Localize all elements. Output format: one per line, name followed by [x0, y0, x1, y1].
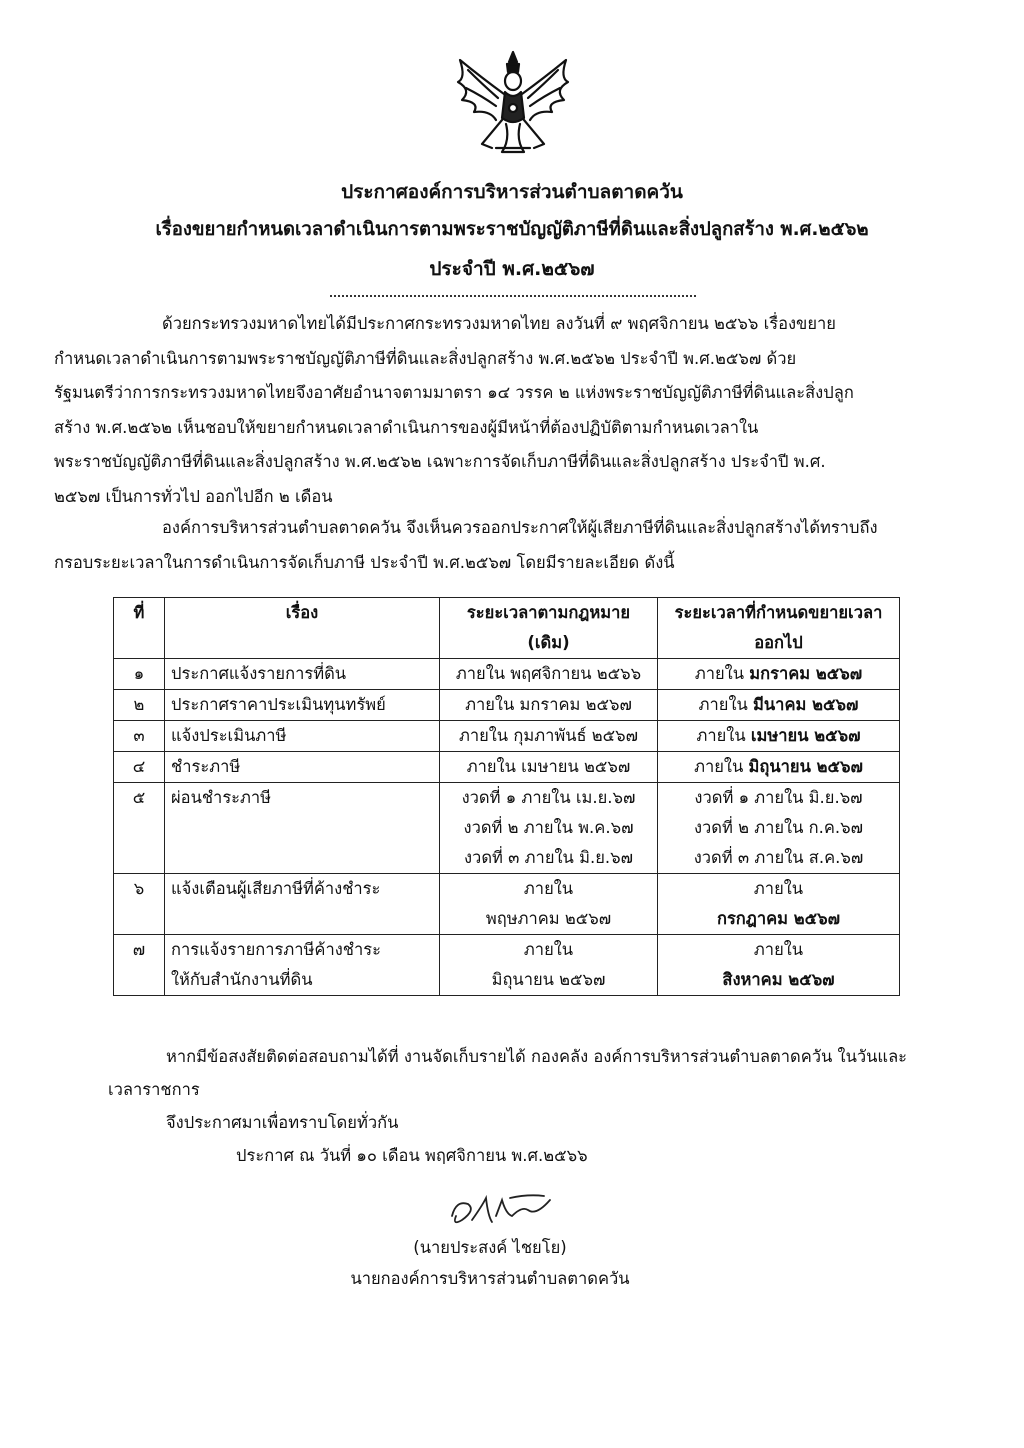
schedule-table	[113, 597, 900, 996]
row-new-period	[658, 721, 900, 752]
row-no: ๕	[114, 783, 165, 874]
installment-line: งวดที่ ๓ ภายใน ส.ค.๖๗	[693, 848, 864, 867]
new-prefix: ภายใน	[696, 726, 751, 745]
announcement-title: ประกาศองค์การบริหารส่วนตำบลตาดควัน	[341, 181, 683, 203]
row-new-period	[658, 752, 900, 783]
new-date: มกราคม ๒๕๖๗	[749, 664, 863, 683]
table-row	[114, 783, 900, 874]
signature-icon	[432, 1186, 572, 1230]
row-new-period	[658, 690, 900, 721]
row-topic	[165, 935, 440, 996]
paragraph-background	[54, 307, 936, 515]
topic-line: การแจ้งรายการภาษีค้างชำระ	[171, 940, 381, 959]
new-prefix: ภายใน	[698, 695, 754, 714]
row-topic: ผ่อนชำระภาษี	[165, 783, 440, 874]
closing-contact: หากมีข้อสงสัยติดต่อสอบถามได้ที่ งานจัดเก็บรายได้ กองคลัง องค์การบริหารส่วนตำบลตาดควัน ในวันและ	[166, 1047, 908, 1066]
row-no: ๖	[114, 874, 165, 935]
row-topic: แจ้งประเมินภาษี	[165, 721, 440, 752]
row-new-period	[658, 783, 900, 874]
garuda-emblem-icon	[452, 48, 574, 158]
row-old-period	[440, 783, 658, 874]
row-no: ๓	[114, 721, 165, 752]
installment-line: งวดที่ ๑ ภายใน มิ.ย.๖๗	[694, 788, 863, 807]
row-old-period: ภายใน เมษายน ๒๕๖๗	[440, 752, 658, 783]
row-new-period	[658, 874, 900, 935]
row-no: ๗	[114, 935, 165, 996]
row-no: ๑	[114, 659, 165, 690]
paragraph-line: องค์การบริหารส่วนตำบลตาดควัน จึงเห็นควรออกประกาศให้ผู้เสียภาษีที่ดินและสิ่งปลูกสร้างได้ทราบถึง	[162, 518, 878, 537]
new-date: มีนาคม ๒๕๖๗	[753, 695, 859, 714]
paragraph-line: ๒๕๖๗ เป็นการทั่วไป ออกไปอีก ๒ เดือน	[54, 486, 333, 506]
table-row	[114, 752, 900, 783]
row-old-period	[440, 935, 658, 996]
row-topic: ประกาศราคาประเมินทุนทรัพย์	[165, 690, 440, 721]
table-row	[114, 659, 900, 690]
table-row	[114, 721, 900, 752]
paragraph-line: พระราชบัญญัติภาษีที่ดินและสิ่งปลูกสร้าง พ.ศ.๒๕๖๒ เฉพาะการจัดเก็บภาษีที่ดินและสิ่งปลูกสร้าง ประจำปี พ.ศ.	[54, 452, 826, 472]
closing-notice: จึงประกาศมาเพื่อทราบโดยทั่วกัน	[166, 1113, 399, 1132]
paragraph-announcement	[54, 511, 936, 580]
period-line: สิงหาคม ๒๕๖๗	[722, 970, 835, 989]
header-new-period	[658, 598, 900, 659]
period-line: ภายใน	[523, 879, 574, 898]
installment-line: งวดที่ ๑ ภายใน เม.ย.๖๗	[461, 788, 636, 807]
header-topic: เรื่อง	[165, 598, 440, 659]
row-old-period: ภายใน มกราคม ๒๕๖๗	[440, 690, 658, 721]
paragraph-line: ด้วยกระทรวงมหาดไทยได้มีประกาศกระทรวงมหาดไทย ลงวันที่ ๙ พฤศจิกายน ๒๕๖๖ เรื่องขยาย	[162, 314, 836, 333]
topic-line: ให้กับสำนักงานที่ดิน	[171, 970, 313, 989]
title-divider	[330, 295, 696, 297]
row-old-period	[440, 874, 658, 935]
new-date: มิถุนายน ๒๕๖๗	[748, 757, 863, 776]
table-row	[114, 690, 900, 721]
row-no: ๔	[114, 752, 165, 783]
period-line: กรกฎาคม ๒๕๖๗	[716, 909, 841, 928]
new-prefix: ภายใน	[694, 757, 749, 776]
signatory-position: นายกองค์การบริหารส่วนตำบลตาดควัน	[350, 1269, 630, 1288]
installment-line: งวดที่ ๓ ภายใน มิ.ย.๖๗	[464, 848, 633, 867]
header-new-line1: ระยะเวลาที่กำหนดขยายเวลา	[674, 603, 883, 622]
header-no: ที่	[114, 598, 165, 659]
row-new-period	[658, 935, 900, 996]
header-old-line2: (เดิม)	[527, 633, 570, 652]
paragraph-line: สร้าง พ.ศ.๒๕๖๒ เห็นชอบให้ขยายกำหนดเวลาดำเนินการของผู้มีหน้าที่ต้องปฏิบัติตามกำหนดเวลาใน	[54, 417, 759, 437]
period-line: ภายใน	[753, 940, 804, 959]
table-row	[114, 874, 900, 935]
row-old-period: ภายใน กุมภาพันธ์ ๒๕๖๗	[440, 721, 658, 752]
new-prefix: ภายใน	[694, 664, 750, 683]
header-old-line1: ระยะเวลาตามกฎหมาย	[466, 603, 631, 622]
table-row	[114, 935, 900, 996]
period-line: ภายใน	[523, 940, 574, 959]
closing-contact-cont: เวลาราชการ	[108, 1080, 200, 1099]
paragraph-line: รัฐมนตรีว่าการกระทรวงมหาดไทยจึงอาศัยอำนาจตามมาตรา ๑๔ วรรค ๒ แห่งพระราชบัญญัติภาษีที่ดินและสิ่งปลูก	[54, 383, 854, 403]
new-date: เมษายน ๒๕๖๗	[750, 726, 861, 745]
period-line: พฤษภาคม ๒๕๖๗	[485, 909, 612, 928]
table-header-row	[114, 598, 900, 659]
announcement-subject: เรื่องขยายกำหนดเวลาดำเนินการตามพระราชบัญญัติภาษีที่ดินและสิ่งปลูกสร้าง พ.ศ.๒๕๖๒	[155, 219, 869, 240]
installment-line: งวดที่ ๒ ภายใน ก.ค.๖๗	[693, 818, 864, 837]
announcement-date: ประกาศ ณ วันที่ ๑๐ เดือน พฤศจิกายน พ.ศ.๒๕๖๖	[236, 1146, 588, 1165]
row-old-period: ภายใน พฤศจิกายน ๒๕๖๖	[440, 659, 658, 690]
paragraph-line: กรอบระยะเวลาในการดำเนินการจัดเก็บภาษี ประจำปี พ.ศ.๒๕๖๗ โดยมีรายละเอียด ดังนี้	[54, 552, 675, 572]
row-topic: แจ้งเตือนผู้เสียภาษีที่ค้างชำระ	[165, 874, 440, 935]
header-new-line2: ออกไป	[754, 633, 803, 652]
installment-line: งวดที่ ๒ ภายใน พ.ค.๖๗	[463, 818, 634, 837]
header-old-period	[440, 598, 658, 659]
signatory-name: (นายประสงค์ ไชยโย)	[413, 1238, 567, 1257]
paragraph-line: กำหนดเวลาดำเนินการตามพระราชบัญญัติภาษีที่ดินและสิ่งปลูกสร้าง พ.ศ.๒๕๖๒ ประจำปี พ.ศ.๒๕๖๗ ด้วย	[54, 348, 797, 368]
row-topic: ประกาศแจ้งรายการที่ดิน	[165, 659, 440, 690]
row-topic: ชำระภาษี	[165, 752, 440, 783]
row-no: ๒	[114, 690, 165, 721]
period-line: ภายใน	[753, 879, 804, 898]
period-line: มิถุนายน ๒๕๖๗	[491, 970, 606, 989]
row-new-period	[658, 659, 900, 690]
announcement-year: ประจำปี พ.ศ.๒๕๖๗	[429, 258, 595, 280]
